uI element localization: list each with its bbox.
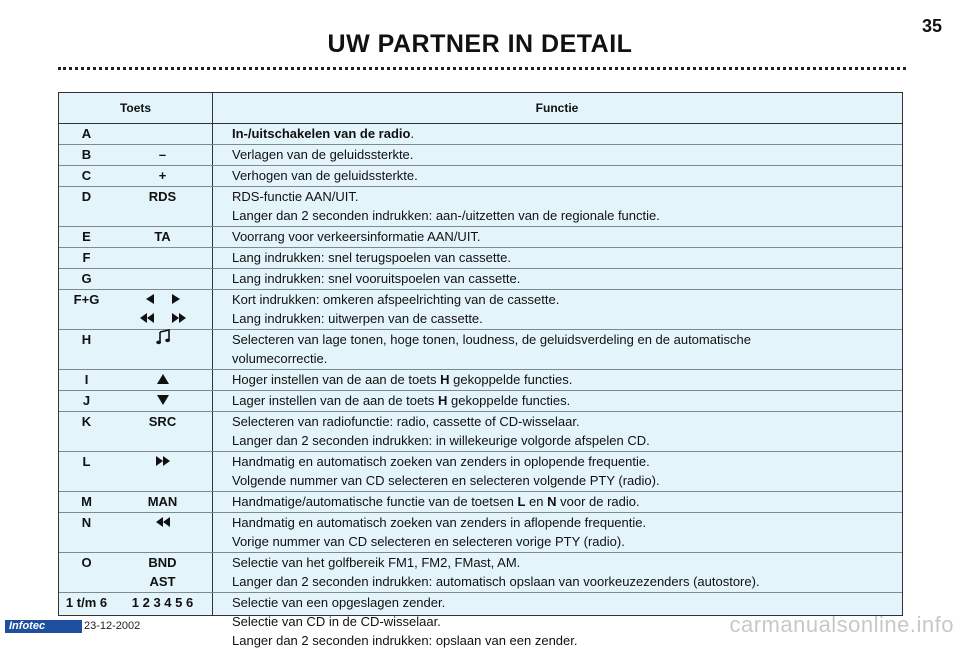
- function-text: Selectie van een opgeslagen zender.: [232, 595, 446, 610]
- table-header: [59, 93, 902, 124]
- row-key: [114, 227, 211, 246]
- row-letter: F+G: [73, 292, 100, 307]
- function-line: [232, 166, 902, 185]
- music-note-icon: [156, 329, 170, 350]
- function-text: Verlagen van de geluidssterkte.: [232, 147, 414, 162]
- function-line: [232, 412, 902, 431]
- key-label: 1 2 3 4 5 6: [131, 595, 194, 610]
- key-label: RDS: [148, 189, 177, 204]
- key-label: –: [158, 147, 167, 162]
- function-text: Handmatig en automatisch zoeken van zenders in oplopende frequentie.: [232, 454, 650, 469]
- function-line: [232, 227, 902, 246]
- key-label: +: [158, 168, 167, 183]
- row-letter: F: [82, 250, 91, 265]
- tri-down-icon: [157, 391, 169, 410]
- table-row: [59, 269, 902, 290]
- table-row: [59, 166, 902, 187]
- double-left-icon: [156, 513, 170, 532]
- row-letter: B: [81, 147, 92, 162]
- row-letter: J: [82, 393, 91, 408]
- row-letter: E: [82, 229, 91, 244]
- row-letter: D: [81, 189, 92, 204]
- function-text: L: [517, 494, 526, 509]
- function-line: [232, 431, 902, 450]
- function-line: [232, 309, 902, 328]
- row-function: [211, 492, 902, 511]
- function-text: Hoger instellen van de aan de toets: [232, 372, 441, 387]
- row-key: [114, 269, 211, 288]
- function-text: gekoppelde functies.: [449, 372, 573, 387]
- footer-date: 23-12-2002: [84, 620, 141, 632]
- function-line: [232, 248, 902, 267]
- row-function: [211, 269, 902, 288]
- function-text: Handmatig en automatisch zoeken van zenders in aflopende frequentie.: [232, 515, 647, 530]
- function-text: Volgende nummer van CD selecteren en selecteren volgende PTY (radio).: [232, 473, 660, 488]
- table-row: [59, 124, 902, 145]
- tri-up-icon: [157, 370, 169, 389]
- function-text: .: [410, 126, 415, 141]
- tri-right-icon: [172, 290, 180, 309]
- row-letter: 1 t/m 6: [65, 595, 108, 610]
- function-text: Selecteren van radiofunctie: radio, cassette of CD-wisselaar.: [232, 414, 580, 429]
- function-line: [232, 553, 902, 572]
- row-function: [211, 370, 902, 389]
- key-label: TA: [154, 229, 171, 244]
- table-row: [59, 145, 902, 166]
- row-key: [114, 145, 211, 164]
- function-text: H: [437, 393, 448, 408]
- function-line: [232, 391, 902, 410]
- double-right-icon: [156, 452, 170, 471]
- function-text: Selecteren van lage tonen, hoge tonen, loudness, de geluidsverdeling en de automatische: [232, 332, 751, 347]
- function-text: RDS-functie AAN/UIT.: [232, 189, 359, 204]
- watermark: carmanualsonline.info: [729, 612, 954, 637]
- row-function: [211, 227, 902, 246]
- table-row: [59, 187, 902, 227]
- row-letter: G: [81, 271, 92, 286]
- row-key: [114, 412, 211, 450]
- function-text: en: [525, 494, 548, 509]
- row-function: [211, 166, 902, 185]
- function-text: Kort indrukken: omkeren afspeelrichting van de cassette.: [232, 292, 560, 307]
- row-key: [114, 166, 211, 185]
- key-label-secondary: AST: [149, 574, 176, 589]
- row-key: [114, 391, 211, 410]
- table-row: [59, 492, 902, 513]
- function-text: Lang indrukken: snel terugspoelen van cassette.: [232, 250, 511, 265]
- page-title: UW PARTNER IN DETAIL: [327, 30, 633, 58]
- page-number: 35: [921, 16, 942, 36]
- row-function: [211, 145, 902, 164]
- function-line: [232, 290, 902, 309]
- row-letter: N: [81, 515, 92, 530]
- row-letter: C: [81, 168, 92, 183]
- infotec-logo: Infotec: [5, 620, 82, 633]
- function-line: [232, 370, 902, 389]
- row-key: [114, 330, 211, 368]
- table-row: [59, 452, 902, 492]
- row-letter: I: [84, 372, 89, 387]
- double-left-icon: [140, 309, 154, 328]
- function-text: In-/uitschakelen van de radio: [232, 126, 411, 141]
- row-key: [114, 492, 211, 511]
- dotted-divider: [58, 67, 906, 70]
- tri-left-icon: [146, 290, 154, 309]
- table-body: [59, 124, 902, 651]
- row-key: [114, 248, 211, 267]
- key-label: SRC: [148, 414, 177, 429]
- table-row: [59, 248, 902, 269]
- row-function: [211, 124, 902, 143]
- row-function: [211, 290, 902, 328]
- function-line: [232, 124, 902, 143]
- row-letter: O: [81, 555, 92, 570]
- function-line: [232, 532, 902, 551]
- function-text: Handmatige/automatische functie van de toetsen: [232, 494, 518, 509]
- row-function: [211, 513, 902, 551]
- table-row: [59, 412, 902, 452]
- row-key: [114, 124, 211, 143]
- function-line: [232, 471, 902, 490]
- double-right-icon: [172, 309, 186, 328]
- function-line: [232, 492, 902, 511]
- row-letter: H: [81, 332, 92, 347]
- table-row: [59, 391, 902, 412]
- function-text: voor de radio.: [556, 494, 640, 509]
- function-line: [232, 269, 902, 288]
- header-key: Toets: [119, 101, 152, 115]
- function-text: N: [547, 494, 557, 509]
- function-text: Lang indrukken: uitwerpen van de cassette.: [232, 311, 483, 326]
- row-key: [114, 513, 211, 551]
- row-function: [211, 452, 902, 490]
- row-key: [114, 370, 211, 389]
- key-label: BND: [148, 555, 177, 570]
- function-text: Lager instellen van de aan de toets: [232, 393, 438, 408]
- table-row: [59, 330, 902, 370]
- function-text: Vorige nummer van CD selecteren en selecteren vorige PTY (radio).: [232, 534, 625, 549]
- row-key: [114, 553, 211, 591]
- row-function: [211, 187, 902, 225]
- function-line: [232, 206, 902, 225]
- function-text: Lang indrukken: snel vooruitspoelen van cassette.: [232, 271, 521, 286]
- row-function: [211, 553, 902, 591]
- function-line: [232, 572, 902, 591]
- function-line: [232, 330, 902, 349]
- row-function: [211, 248, 902, 267]
- function-text: Voorrang voor verkeersinformatie AAN/UIT.: [232, 229, 481, 244]
- row-letter: K: [81, 414, 92, 429]
- row-key: [114, 452, 211, 490]
- function-line: [232, 593, 902, 612]
- table-row: [59, 553, 902, 593]
- function-line: [232, 513, 902, 532]
- table-row: [59, 370, 902, 391]
- table-row: [59, 227, 902, 248]
- function-text: Selectie van het golfbereik FM1, FM2, FMast, AM.: [232, 555, 521, 570]
- row-key: [114, 290, 211, 328]
- function-text: Verhogen van de geluidssterkte.: [232, 168, 418, 183]
- row-letter: M: [81, 494, 92, 509]
- function-text: Langer dan 2 seconden indrukken: aan-/uitzetten van de regionale functie.: [232, 208, 660, 223]
- row-letter: A: [81, 126, 92, 141]
- key-label: MAN: [147, 494, 178, 509]
- row-function: [211, 330, 902, 368]
- row-function: [211, 391, 902, 410]
- table-row: [59, 290, 902, 330]
- function-line: [232, 349, 902, 368]
- row-function: [211, 412, 902, 450]
- row-key: [114, 187, 211, 225]
- function-text: Selectie van CD in de CD-wisselaar.: [232, 614, 441, 629]
- function-text: Langer dan 2 seconden indrukken: in willekeurige volgorde afspelen CD.: [232, 433, 650, 448]
- function-text: gekoppelde functies.: [447, 393, 571, 408]
- table-row: [59, 513, 902, 553]
- function-text: Langer dan 2 seconden indrukken: automatisch opslaan van voorkeuzezenders (autostore).: [232, 574, 760, 589]
- header-function: Functie: [535, 101, 579, 115]
- row-letter: L: [82, 454, 91, 469]
- function-text: Langer dan 2 seconden indrukken: opslaan van een zender.: [232, 633, 578, 648]
- function-text: volumecorrectie.: [232, 351, 328, 366]
- function-line: [232, 145, 902, 164]
- function-text: H: [440, 372, 450, 387]
- function-line: [232, 187, 902, 206]
- function-line: [232, 452, 902, 471]
